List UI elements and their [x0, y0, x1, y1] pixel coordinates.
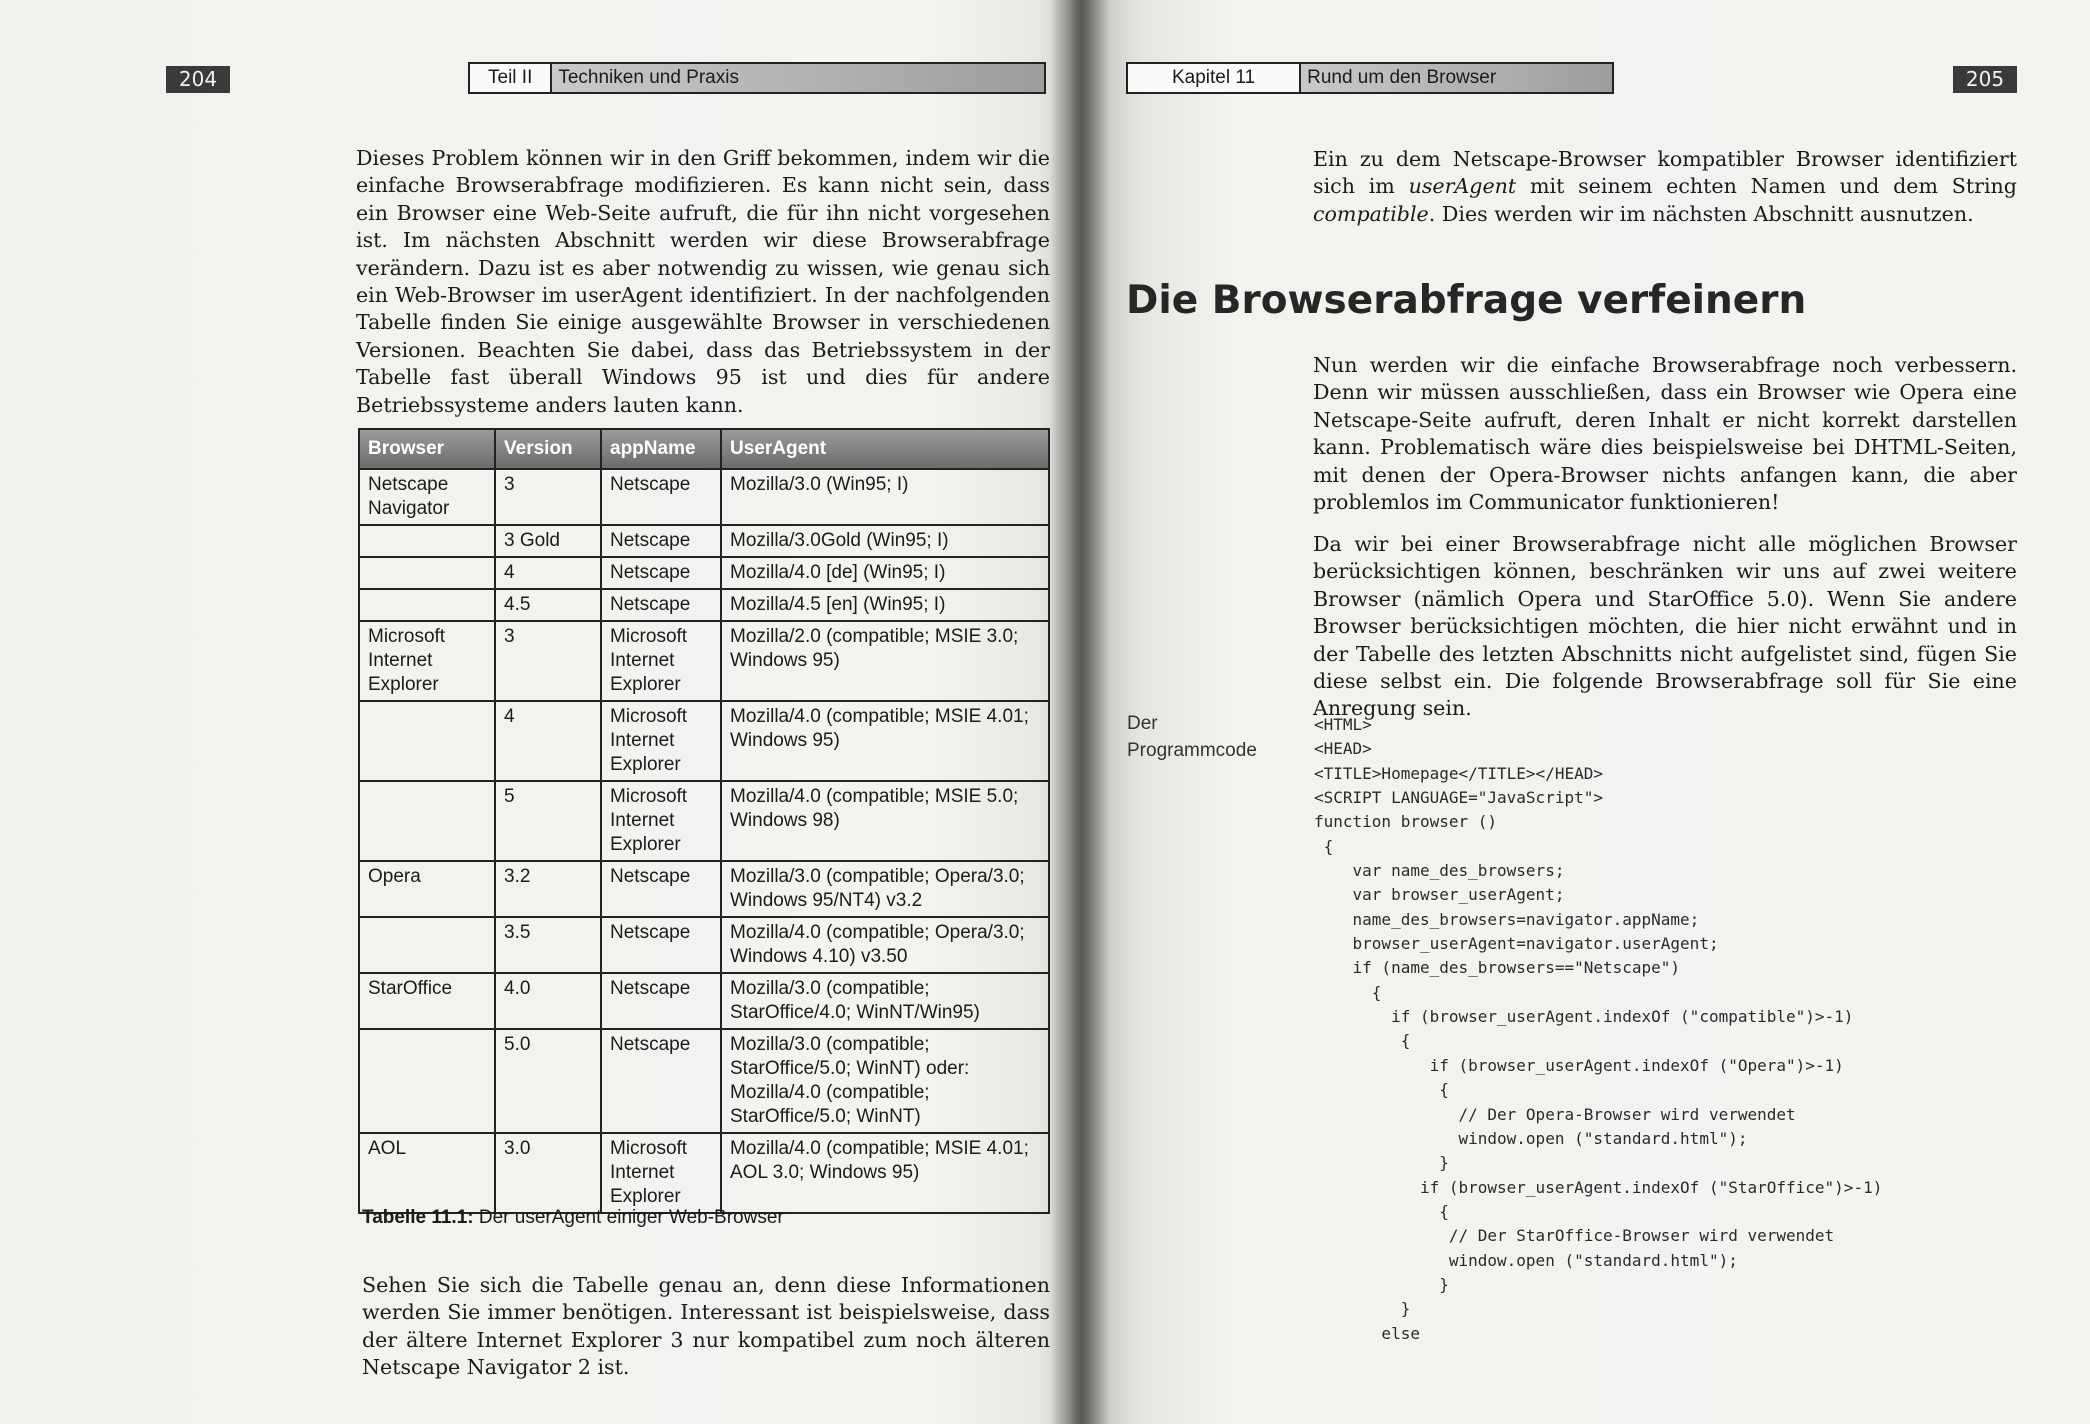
intro-paragraph-left: Dieses Problem können wir in den Griff bekommen, indem wir die einfache Browserabfrage modifizieren. Es kann nicht sein, dass ein Browser eine Web-Seite aufruft, die für ihn nicht vorgesehen ist. Im nächsten Abschnitt werden wir diese Browserabfrage verändern. Dazu ist es aber notwendig zu wissen, wie genau sich ein Web-Browser im userAgent identifiziert. In der nachfolgenden Tabelle finden Sie einige ausgewählte Browser in verschiedenen Versionen. Beachten Sie dabei, dass das Betriebssystem in der Tabelle fast überall Windows 95 ist und dies für andere Betriebssysteme anders lauten kann.	[356, 146, 1050, 417]
version-cell: 4.5	[495, 589, 601, 621]
column-header-useragent: UserAgent	[721, 429, 1049, 469]
useragent-cell: Mozilla/4.0 (compatible; MSIE 4.01; Windows 95)	[721, 701, 1049, 781]
margin-note: Der Programmcode	[1127, 713, 1257, 761]
column-header-version: Version	[495, 429, 601, 469]
column-header-browser: Browser	[359, 429, 495, 469]
browser-cell	[359, 701, 495, 781]
browser-cell: AOL	[359, 1133, 495, 1213]
useragent-cell: Mozilla/3.0Gold (Win95; I)	[721, 525, 1049, 557]
appname-cell: Netscape	[601, 589, 721, 621]
caption-text: Der userAgent einiger Web-Browser	[478, 1207, 784, 1228]
appname-cell: Microsoft Internet Explorer	[601, 1133, 721, 1213]
column-header-appname: appName	[601, 429, 721, 469]
appname-cell: Netscape	[601, 917, 721, 973]
intro-paragraph-right: Ein zu dem Netscape-Browser kompatibler Browser identifiziert sich im userAgent mit seinem echten Namen und dem String compatible. Dies werden wir im nächsten Abschnitt ausnutzen.	[1313, 147, 2017, 226]
appname-cell: Netscape	[601, 973, 721, 1029]
useragent-cell: Mozilla/2.0 (compatible; MSIE 3.0; Windows 95)	[721, 621, 1049, 701]
browser-cell: Netscape Navigator	[359, 469, 495, 525]
useragent-cell: Mozilla/3.0 (compatible; StarOffice/5.0; WinNT) oder: Mozilla/4.0 (compatible; StarOffice/5.0; WinNT)	[721, 1029, 1049, 1133]
paragraph-2: Da wir bei einer Browserabfrage nicht alle möglichen Browser berücksichtigen können, beschränken wir uns auf zwei weitere Browser (nämlich Opera und StarOffice 5.0). Wenn Sie andere Browser berücksichtigen möchten, die hier nicht erwähnt und in der Tabelle des letzten Abschnitts nicht aufgelistet sind, fügen Sie diese selbst ein. Die folgende Browserabfrage soll für Sie eine Anregung sein.	[1313, 532, 2017, 721]
part-label: Teil II	[470, 64, 552, 92]
paragraph-1: Nun werden wir die einfache Browserabfrage noch verbessern. Denn wir müssen ausschließen, dass ein Browser wie Opera eine Netscape-Seite aufruft, deren Inhalt er nicht korrekt darstellen kann. Problematisch wäre dies beispielsweise bei DHTML-Seiten, mit denen der Opera-Browser nichts anfangen kann, die aber problemlos im Communicator funktionieren!	[1313, 353, 2017, 515]
useragent-cell: Mozilla/3.0 (compatible; StarOffice/4.0; WinNT/Win95)	[721, 973, 1049, 1029]
appname-cell: Netscape	[601, 469, 721, 525]
table-row	[359, 781, 1049, 861]
version-cell: 3	[495, 621, 601, 701]
table-row	[359, 701, 1049, 781]
table-row	[359, 469, 1049, 525]
running-header-right	[1126, 62, 1614, 94]
version-cell: 4.0	[495, 973, 601, 1029]
browser-cell	[359, 525, 495, 557]
useragent-cell: Mozilla/4.5 [en] (Win95; I)	[721, 589, 1049, 621]
chapter-label: Kapitel 11	[1128, 64, 1301, 92]
useragent-cell: Mozilla/4.0 [de] (Win95; I)	[721, 557, 1049, 589]
table-row	[359, 973, 1049, 1029]
running-header-left	[468, 62, 1046, 94]
appname-cell: Netscape	[601, 1029, 721, 1133]
useragent-cell: Mozilla/3.0 (Win95; I)	[721, 469, 1049, 525]
closing-paragraph-left: Sehen Sie sich die Tabelle genau an, denn diese Informationen werden Sie immer benötigen. Interessant ist beispielsweise, dass der ältere Internet Explorer 3 nur kompatibel zum noch älteren Netscape Navigator 2 ist.	[362, 1273, 1050, 1380]
code-listing: <HTML> <HEAD> <TITLE>Homepage</TITLE></HEAD> <SCRIPT LANGUAGE="JavaScript"> function browser () { var name_des_browsers; var browser_userAgent; name_des_browsers=navigator.appName; browser_userAgent=navigator.userAgent; if (name_des_browsers=="Netscape") { if (browser_userAgent.indexOf ("compatible")>-1) { if (browser_userAgent.indexOf ("Opera")>-1) { // Der Opera-Browser wird verwendet window.open ("standard.html"); } if (browser_userAgent.indexOf ("StarOffice")>-1) { // Der StarOffice-Browser wird verwendet window.open ("standard.html"); } } else	[1314, 715, 1883, 1343]
useragent-cell: Mozilla/4.0 (compatible; MSIE 4.01; AOL 3.0; Windows 95)	[721, 1133, 1049, 1213]
table-row	[359, 621, 1049, 701]
appname-cell: Netscape	[601, 557, 721, 589]
table-row	[359, 557, 1049, 589]
version-cell: 3.2	[495, 861, 601, 917]
version-cell: 5	[495, 781, 601, 861]
browser-cell: Microsoft Internet Explorer	[359, 621, 495, 701]
version-cell: 3.0	[495, 1133, 601, 1213]
appname-cell: Netscape	[601, 861, 721, 917]
caption-label: Tabelle 11.1:	[362, 1207, 474, 1228]
table-row	[359, 525, 1049, 557]
table-caption	[362, 1207, 784, 1229]
appname-cell: Netscape	[601, 525, 721, 557]
chapter-title: Rund um den Browser	[1301, 64, 1612, 92]
part-title: Techniken und Praxis	[552, 64, 1044, 92]
browser-cell: StarOffice	[359, 973, 495, 1029]
version-cell: 3 Gold	[495, 525, 601, 557]
version-cell: 4	[495, 701, 601, 781]
table-row	[359, 1029, 1049, 1133]
page-number-right: 205	[1953, 66, 2017, 93]
table-body	[359, 469, 1049, 1213]
table-row	[359, 861, 1049, 917]
section-heading: Die Browserabfrage verfeinern	[1126, 278, 1807, 323]
useragent-cell: Mozilla/4.0 (compatible; Opera/3.0; Windows 4.10) v3.50	[721, 917, 1049, 973]
table-header-row	[359, 429, 1049, 469]
browser-cell	[359, 1029, 495, 1133]
book-gutter	[1050, 0, 1110, 1424]
browser-cell	[359, 781, 495, 861]
browser-cell: Opera	[359, 861, 495, 917]
useragent-cell: Mozilla/3.0 (compatible; Opera/3.0; Windows 95/NT4) v3.2	[721, 861, 1049, 917]
version-cell: 5.0	[495, 1029, 601, 1133]
browser-cell	[359, 557, 495, 589]
useragent-table	[358, 428, 1050, 1214]
page-number-left: 204	[166, 66, 230, 93]
appname-cell: Microsoft Internet Explorer	[601, 701, 721, 781]
appname-cell: Microsoft Internet Explorer	[601, 621, 721, 701]
browser-cell	[359, 917, 495, 973]
table-row	[359, 589, 1049, 621]
version-cell: 3	[495, 469, 601, 525]
appname-cell: Microsoft Internet Explorer	[601, 781, 721, 861]
browser-cell	[359, 589, 495, 621]
version-cell: 4	[495, 557, 601, 589]
table-row	[359, 917, 1049, 973]
table-row	[359, 1133, 1049, 1213]
useragent-cell: Mozilla/4.0 (compatible; MSIE 5.0; Windows 98)	[721, 781, 1049, 861]
version-cell: 3.5	[495, 917, 601, 973]
